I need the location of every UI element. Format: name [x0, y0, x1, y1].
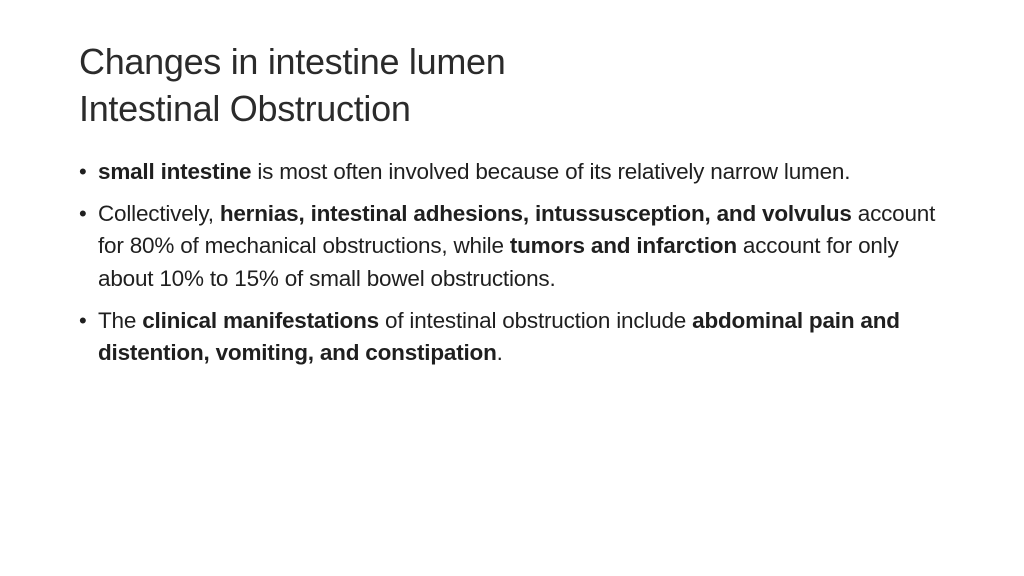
bullet-icon: • — [79, 307, 87, 333]
bullet-3-text-2: of intestinal obstruction include — [378, 307, 693, 333]
bullet-2-text-2: account for 80% of mechanical obstructions, while — [98, 200, 936, 259]
bullet-item-small-intestine — [79, 156, 949, 188]
bullet-icon: • — [79, 200, 87, 226]
bullet-2-bold-1: hernias, intestinal adhesions, intussusception, and volvulus — [219, 200, 852, 226]
bullet-item-clinical-manifestations — [79, 305, 949, 370]
bullet-2-text-3: account for only about 10% to 15% of small bowel obstructions. — [98, 233, 899, 291]
slide-title — [79, 38, 979, 132]
bullet-3-bold-2: abdominal pain and distention, vomiting, and constipation — [98, 307, 900, 366]
bullet-icon: • — [79, 159, 87, 184]
bullet-list — [79, 156, 949, 379]
bullet-1-bold-1: small intestine — [98, 159, 252, 184]
bullet-3-text-1: The — [98, 307, 143, 333]
title-line-1: Changes in intestine lumen — [79, 41, 506, 82]
bullet-item-mechanical-causes — [79, 198, 949, 295]
bullet-2-text-1: Collectively, — [98, 200, 220, 226]
bullet-3-bold-1: clinical manifestations — [142, 307, 379, 333]
bullet-2-bold-2: tumors and infarction — [509, 233, 737, 259]
bullet-1-text-1: is most often involved because of its relatively narrow lumen. — [251, 159, 851, 184]
bullet-3-text-3: . — [496, 340, 503, 366]
title-line-2: Intestinal Obstruction — [79, 88, 411, 129]
